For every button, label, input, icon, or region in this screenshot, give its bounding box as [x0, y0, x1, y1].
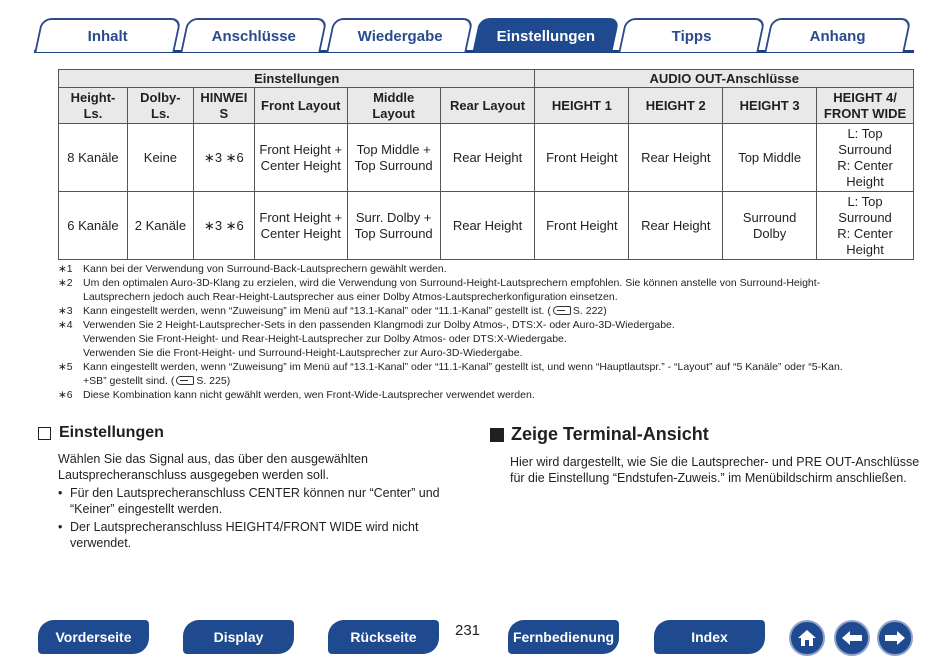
nav-button-fernbedienung[interactable]: Fernbedienung — [508, 620, 619, 654]
table-cell: Keine — [127, 124, 193, 192]
tab-wiedergabe[interactable] — [326, 18, 473, 52]
forward-arrow-icon[interactable] — [877, 620, 913, 656]
tab-label: Wiedergabe — [357, 27, 443, 45]
table-cell: Front Height + Center Height — [254, 192, 347, 260]
table-cell: 6 Kanäle — [59, 192, 128, 260]
nav-button-index[interactable]: Index — [654, 620, 765, 654]
table-cell: 8 Kanäle — [59, 124, 128, 192]
square-bullet-icon — [490, 428, 504, 442]
tab-anhang[interactable] — [764, 18, 911, 52]
column-header: HEIGHT 4/ FRONT WIDE — [817, 88, 914, 124]
footnote: ∗3 Kann eingestellt werden, wenn “Zuweisung” im Menü auf “13.1-Kanal” oder “11.1-Kanal” gestellt ist. ( S. 222) — [58, 305, 607, 317]
home-icon[interactable] — [789, 620, 825, 656]
footnote: ∗5 Kann eingestellt werden, wenn “Zuweisung” im Menü auf “13.1-Kanal” oder “11.1-Kanal” gestellt ist, und wenn “Hauptlautspr.” - “Layout” auf “5 Kanäle” oder “5-Kan. +SB” gestellt sind. ( S. 225) — [58, 361, 843, 387]
page-reference-link[interactable]: S. 225 — [196, 375, 227, 387]
column-header: Front Layout — [254, 88, 347, 124]
footnote-text: Verwenden Sie die Front-Height- und Surround-Height-Lautsprecher zur Auro-3D-Wiedergabe. — [83, 347, 523, 359]
footnote-mark: ∗4 — [58, 319, 73, 331]
footnote — [58, 262, 914, 276]
column-header: Middle Layout — [347, 88, 440, 124]
tab-einstellungen[interactable] — [472, 18, 619, 52]
group-header-settings: Einstellungen — [59, 70, 535, 88]
footnote-text: Kann eingestellt werden, wenn “Zuweisung” im Menü auf “13.1-Kanal” oder “11.1-Kanal” gestellt ist. — [83, 305, 545, 317]
table-cell: Top Middle + Top Surround — [347, 124, 440, 192]
page-reference-link[interactable]: S. 222 — [572, 305, 604, 317]
footnote-text: Verwenden Sie Front-Height- und Rear-Height-Lautsprecher zur Dolby Atmos- oder DTS:X-Wiedergabe. — [83, 333, 567, 345]
column-header: HEIGHT 2 — [629, 88, 723, 124]
table-cell: L: Top Surround R: Center Height — [817, 124, 914, 192]
column-header: Rear Layout — [440, 88, 535, 124]
table-cell: Front Height + Center Height — [254, 124, 347, 192]
nav-button-display[interactable]: Display — [183, 620, 294, 654]
column-header: HINWEI S — [193, 88, 254, 124]
tab-anschluesse[interactable] — [180, 18, 327, 52]
column-header: Dolby- Ls. — [127, 88, 193, 124]
footnote — [58, 388, 914, 402]
section-title: Zeige Terminal-Ansicht — [511, 424, 709, 444]
section-title: Einstellungen — [59, 424, 164, 441]
back-arrow-icon[interactable] — [834, 620, 870, 656]
footnote-text: Diese Kombination kann nicht gewählt werden, wen Front-Wide-Lautsprecher verwendet werden. — [83, 389, 535, 401]
section-einstellungen — [38, 424, 458, 551]
footnote-text: Um den optimalen Auro-3D-Klang zu erzielen, wird die Verwendung von Surround-Height-Lautsprechern empfohlen. Sie können anstelle von Surround-Height- — [83, 277, 821, 289]
footnote-mark: ∗3 — [58, 305, 73, 317]
table-cell: Front Height — [535, 192, 629, 260]
checkbox-bullet-icon — [38, 427, 51, 440]
nav-button-vorderseite[interactable]: Vorderseite — [38, 620, 149, 654]
column-header: HEIGHT 3 — [723, 88, 817, 124]
table-cell: Surround Dolby — [723, 192, 817, 260]
table-row — [59, 192, 914, 260]
footnote-text: Kann bei der Verwendung von Surround-Back-Lautsprechern gewählt werden. — [83, 263, 447, 275]
list-item: • Der Lautsprecheranschluss HEIGHT4/FRONT WIDE wird nicht verwendet. — [58, 520, 419, 550]
speaker-assignment-table — [58, 69, 914, 260]
footnote-mark: ∗5 — [58, 361, 73, 373]
footnote-mark: ∗2 — [58, 277, 73, 289]
page-number: 231 — [455, 622, 481, 639]
tab-label: Inhalt — [87, 27, 128, 45]
footnote-text: Lautsprechern jedoch auch Rear-Height-Lautsprecher aus einer Dolby Atmos-Lautsprecherkonfiguration einsetzen. — [83, 291, 618, 303]
footnote-mark: ∗1 — [58, 263, 73, 275]
table-cell: ∗3 ∗6 — [193, 192, 254, 260]
page-reference-icon — [176, 376, 194, 385]
section-text: Wählen Sie das Signal aus, das über den ausgewählten Lautsprecheranschluss ausgegeben werden soll. — [58, 452, 368, 482]
footnote-mark: ∗6 — [58, 389, 73, 401]
table-cell: Rear Height — [629, 124, 723, 192]
table-cell: Top Middle — [723, 124, 817, 192]
tab-label: Tipps — [671, 27, 712, 45]
group-header-audio-out: AUDIO OUT-Anschlüsse — [535, 70, 914, 88]
tab-inhalt[interactable] — [34, 18, 181, 52]
table-cell: Rear Height — [440, 124, 535, 192]
table-cell: Rear Height — [629, 192, 723, 260]
footnote-text: +SB” gestellt sind. — [83, 375, 168, 387]
table-row — [59, 124, 914, 192]
column-header: HEIGHT 1 — [535, 88, 629, 124]
table-cell: Rear Height — [440, 192, 535, 260]
section-text: Hier wird dargestellt, wie Sie die Lautsprecher- und PRE OUT-Anschlüsse für die Einstellung “Endstufen-Zuweis.” im Menübildschirm anschließen. — [510, 455, 920, 485]
section-heading — [490, 424, 920, 445]
section-heading — [38, 424, 458, 442]
tab-label: Anschlüsse — [211, 27, 296, 45]
footnote-text: Kann eingestellt werden, wenn “Zuweisung” im Menü auf “13.1-Kanal” oder “11.1-Kanal” gestellt ist, und wenn “Hauptlautspr.” - “Layout” auf “5 Kanäle” oder “5-Kan. — [83, 361, 843, 373]
tab-label: Einstellungen — [496, 27, 595, 45]
nav-button-rueckseite[interactable]: Rückseite — [328, 620, 439, 654]
table-cell: Front Height — [535, 124, 629, 192]
footnote — [58, 318, 914, 360]
tab-tipps[interactable] — [618, 18, 765, 52]
footnote — [58, 276, 914, 304]
table-cell: Surr. Dolby + Top Surround — [347, 192, 440, 260]
table-cell: L: Top Surround R: Center Height — [817, 192, 914, 260]
list-item: • Für den Lautsprecheranschluss CENTER können nur “Center” und “Keiner” eingestellt werden. — [58, 486, 440, 516]
page-reference-icon — [553, 306, 571, 315]
section-terminal-view — [490, 424, 920, 488]
column-header: Height- Ls. — [59, 88, 128, 124]
tab-label: Anhang — [809, 27, 866, 45]
table-cell: 2 Kanäle — [127, 192, 193, 260]
top-tab-bar — [34, 14, 914, 54]
footnote-text: Verwenden Sie 2 Height-Lautsprecher-Sets in den passenden Klangmodi zur Dolby Atmos-, DTS:X- oder Auro-3D-Wiedergabe. — [83, 319, 675, 331]
table-cell: ∗3 ∗6 — [193, 124, 254, 192]
footnotes — [58, 262, 914, 402]
